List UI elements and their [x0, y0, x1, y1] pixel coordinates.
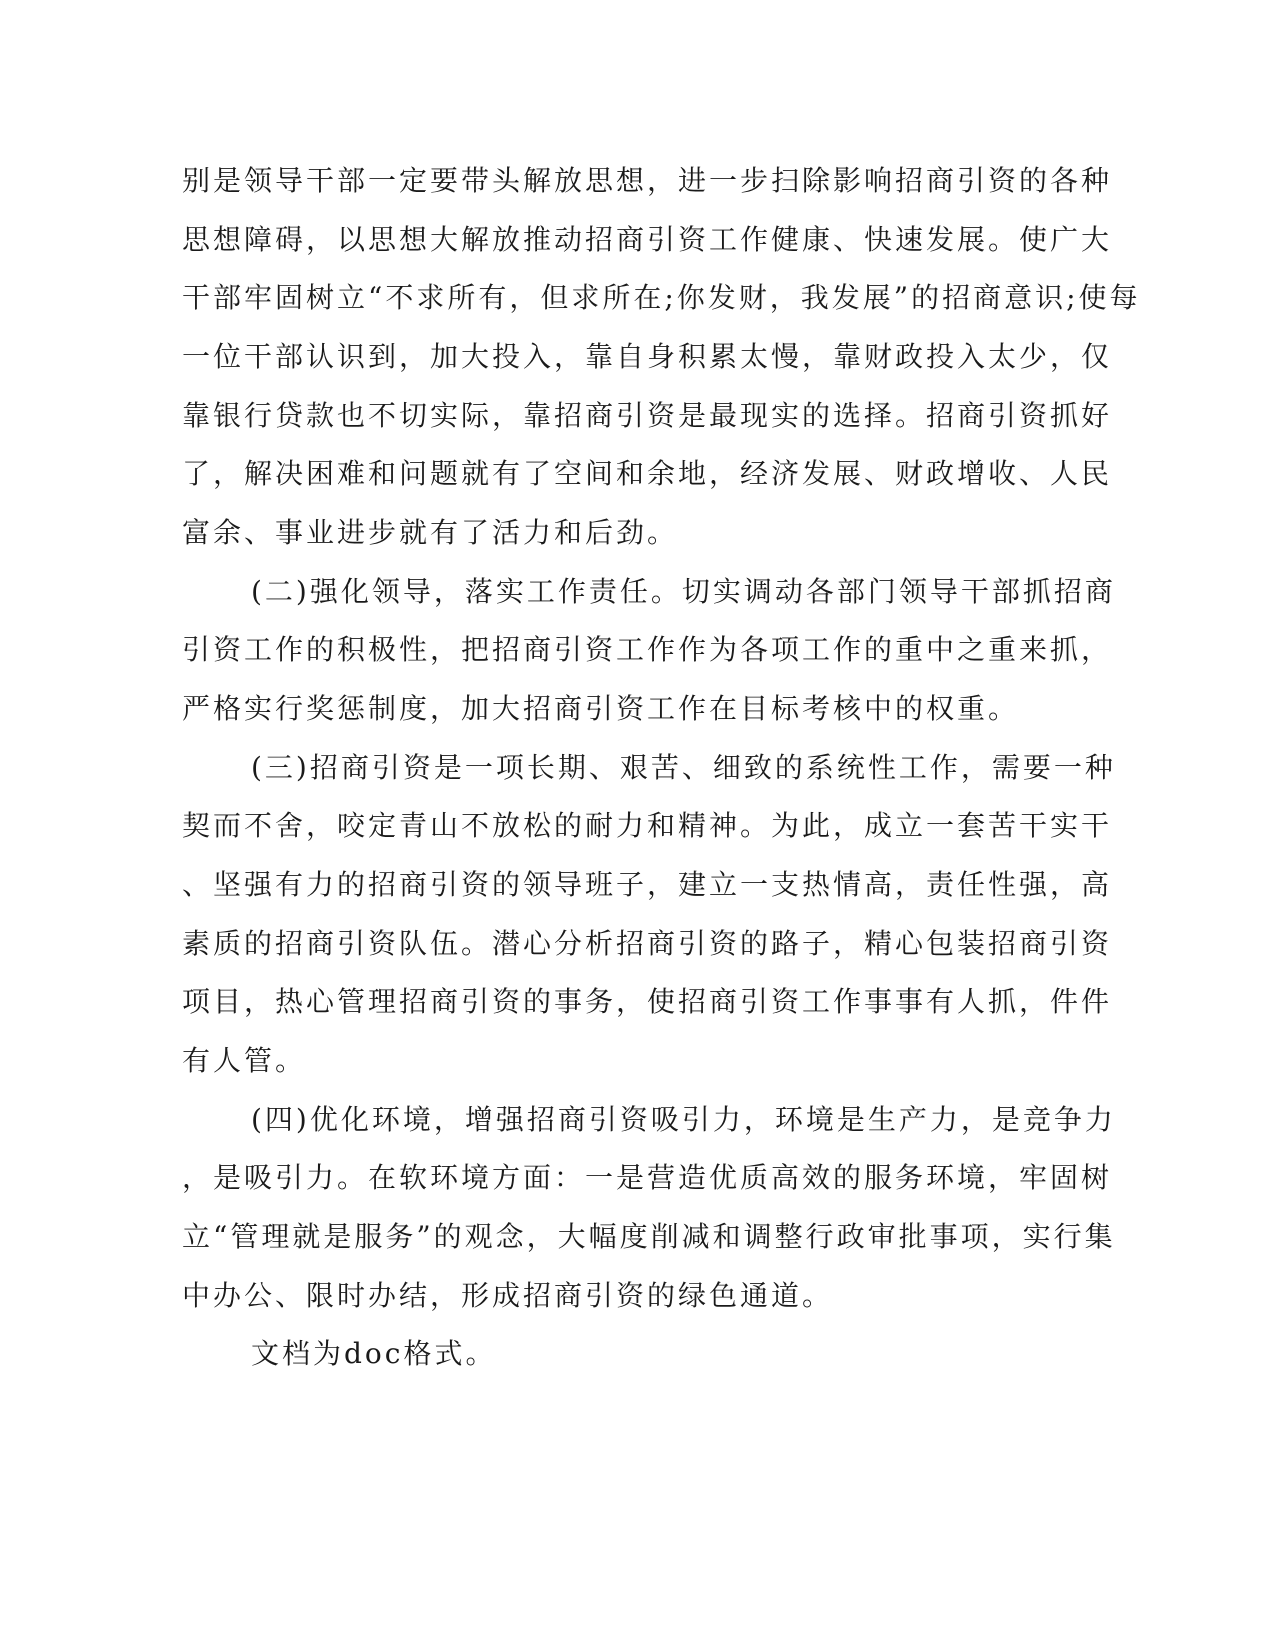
paragraph-2-line-3: 严格实行奖惩制度，加大招商引资工作在目标考核中的权重。 — [182, 692, 1020, 725]
paragraph-4-line-4: 中办公、限时办结，形成招商引资的绿色通道。 — [182, 1279, 834, 1312]
paragraph-4-line-1: (四)优化环境，增强招商引资吸引力，环境是生产力，是竞争力 — [251, 1103, 1116, 1136]
paragraph-3-line-1: (三)招商引资是一项长期、艰苦、细致的系统性工作，需要一种 — [251, 751, 1116, 784]
body-line-4: 一位干部认识到，加大投入，靠自身积累太慢，靠财政投入太少，仅 — [182, 340, 1113, 373]
format-note: 文档为doc格式。 — [251, 1337, 497, 1370]
body-line-5: 靠银行贷款也不切实际，靠招商引资是最现实的选择。招商引资抓好 — [182, 399, 1113, 432]
paragraph-3-line-4: 素质的招商引资队伍。潜心分析招商引资的路子，精心包装招商引资 — [182, 927, 1113, 960]
body-line-1: 别是领导干部一定要带头解放思想，进一步扫除影响招商引资的各种 — [182, 164, 1113, 197]
paragraph-3-line-6: 有人管。 — [182, 1044, 307, 1077]
body-line-2: 思想障碍，以思想大解放推动招商引资工作健康、快速发展。使广大 — [182, 223, 1113, 256]
body-line-7: 富余、事业进步就有了活力和后劲。 — [182, 516, 679, 549]
paragraph-3-line-2: 契而不舍，咬定青山不放松的耐力和精神。为此，成立一套苦干实干 — [182, 809, 1113, 842]
paragraph-4-line-3: 立“管理就是服务”的观念，大幅度削减和调整行政审批事项，实行集 — [182, 1220, 1116, 1253]
paragraph-4-line-2: ，是吸引力。在软环境方面：一是营造优质高效的服务环境，牢固树 — [182, 1161, 1113, 1194]
paragraph-2-line-1: (二)强化领导，落实工作责任。切实调动各部门领导干部抓招商 — [251, 575, 1116, 608]
paragraph-3-line-5: 项目，热心管理招商引资的事务，使招商引资工作事事有人抓，件件 — [182, 985, 1113, 1018]
body-line-6: 了，解决困难和问题就有了空间和余地，经济发展、财政增收、人民 — [182, 457, 1113, 490]
paragraph-2-line-2: 引资工作的积极性，把招商引资工作作为各项工作的重中之重来抓， — [182, 633, 1113, 666]
paragraph-3-line-3: 、坚强有力的招商引资的领导班子，建立一支热情高，责任性强，高 — [182, 868, 1113, 901]
body-line-3: 干部牢固树立“不求所有，但求所在;你发财，我发展”的招商意识;使每 — [182, 281, 1141, 314]
